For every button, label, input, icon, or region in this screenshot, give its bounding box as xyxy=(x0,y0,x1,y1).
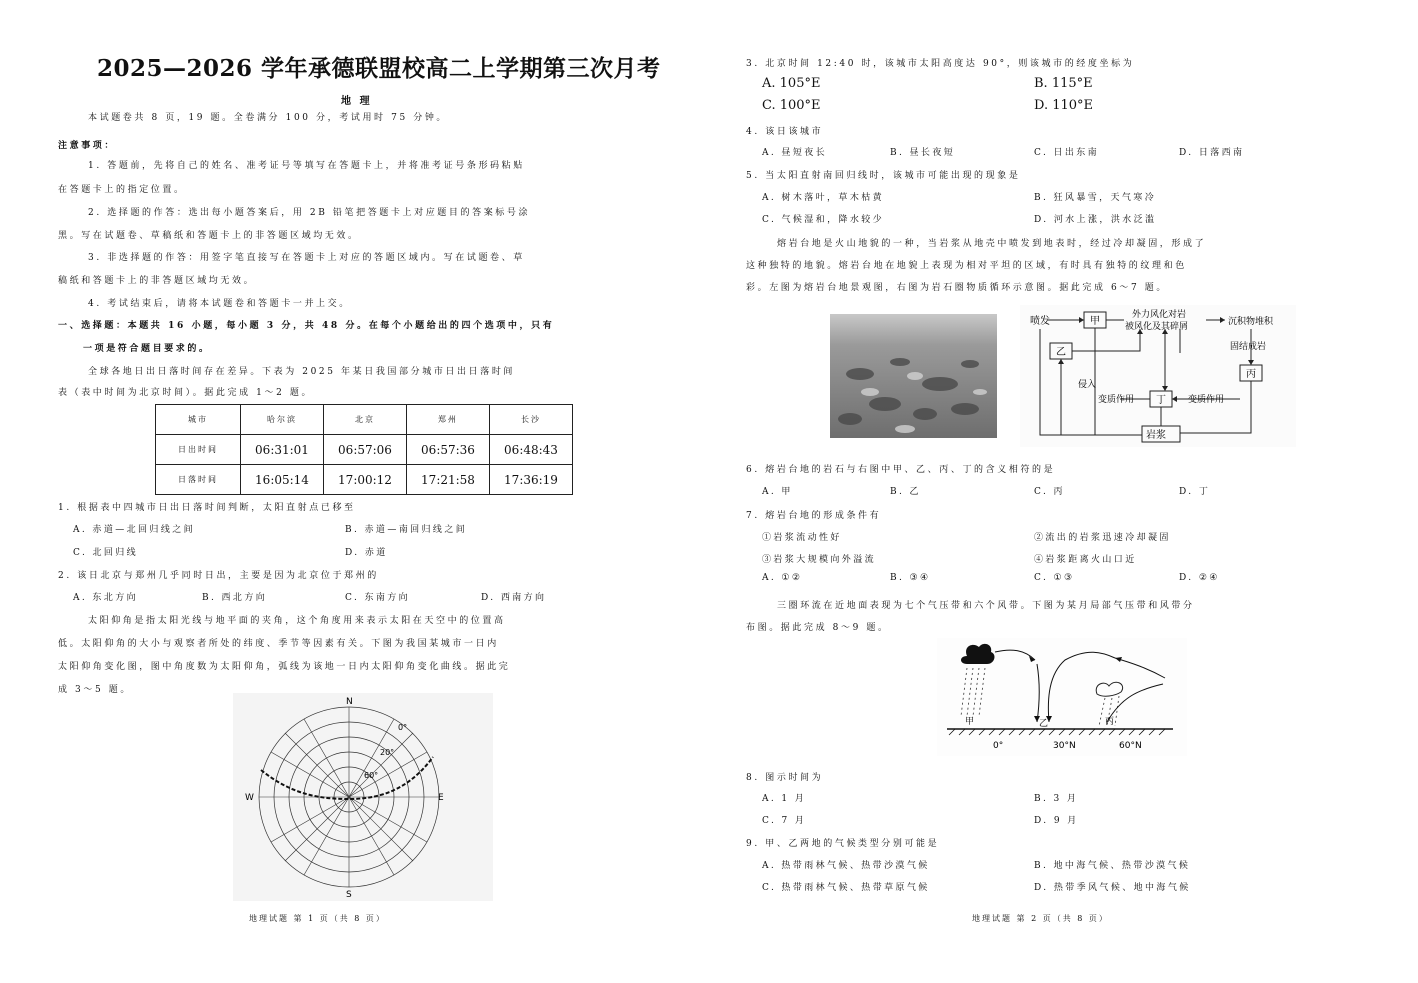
lat-0-label: 0° xyxy=(993,741,1004,751)
intro-3-5-line: 太阳仰角变化图，图中角度数为太阳仰角，弧线为该地一日内太阳仰角变化曲线。据此完 xyxy=(58,662,511,672)
angle-20-label: 20° xyxy=(380,748,395,757)
question-6-option-b[interactable]: B. 乙 xyxy=(890,487,921,497)
question-3-stem: 3. 北京时间 12:40 时，该城市太阳高度达 90°，则该城市的经度坐标为 xyxy=(746,59,1135,69)
label-jia: 甲 xyxy=(965,717,975,727)
question-7-statement-2: ②流出的岩浆迅速冷却凝固 xyxy=(1034,533,1171,543)
question-8-stem: 8. 图示时间为 xyxy=(746,773,824,783)
question-6-option-a[interactable]: A. 甲 xyxy=(762,487,793,497)
label-bing: 丙 xyxy=(1105,717,1115,727)
north-label: N xyxy=(346,697,353,707)
section-heading-cont: 一项是符合题目要求的。 xyxy=(83,344,211,354)
question-7-option-c[interactable]: C. ①③ xyxy=(1034,573,1075,583)
table-header: 哈尔滨 xyxy=(241,405,324,435)
question-2-option-a[interactable]: A. 东北方向 xyxy=(73,593,139,603)
table-cell: 06:57:06 xyxy=(324,435,407,465)
question-5-option-d[interactable]: D. 河水上涨，洪水泛滥 xyxy=(1034,215,1157,225)
table-cell: 06:31:01 xyxy=(241,435,324,465)
question-8-option-b[interactable]: B. 3 月 xyxy=(1034,794,1079,804)
question-1-option-c[interactable]: C. 北回归线 xyxy=(73,548,139,558)
notice-line: 2. 选择题的作答：选出每小题答案后，用 2B 铅笔把答题卡上对应题目的答案标号涂 xyxy=(88,208,531,218)
question-2-option-c[interactable]: C. 东南方向 xyxy=(345,593,411,603)
label-eruption: 喷发 xyxy=(1030,316,1050,327)
question-5-stem: 5. 当太阳直射南回归线时，该城市可能出现的现象是 xyxy=(746,171,1021,181)
page-2-footer: 地理试题 第 2 页（共 8 页） xyxy=(972,914,1109,923)
question-4-option-d[interactable]: D. 日落西南 xyxy=(1179,148,1245,158)
label-bing: 丙 xyxy=(1246,369,1256,380)
question-5-option-a[interactable]: A. 树木落叶，草木枯黄 xyxy=(762,193,885,203)
west-label: W xyxy=(245,793,254,803)
label-metamorphism: 变质作用 xyxy=(1098,395,1135,405)
table-cell: 日落时间 xyxy=(156,465,241,495)
table-row xyxy=(156,435,573,465)
question-6-stem: 6. 熔岩台地的岩石与右图中甲、乙、丙、丁的含义相符的是 xyxy=(746,465,1056,475)
label-weathering-2: 被风化及其碎屑 xyxy=(1125,322,1189,332)
question-3-option-c[interactable]: C. 100°E xyxy=(762,98,821,113)
intro-1-2-cont: 表（表中时间为北京时间）。据此完成 1～2 题。 xyxy=(58,388,314,398)
label-weathering: 外力风化对岩 xyxy=(1132,310,1187,320)
question-4-option-c[interactable]: C. 日出东南 xyxy=(1034,148,1100,158)
question-9-stem: 9. 甲、乙两地的气候类型分别可能是 xyxy=(746,839,940,849)
table-header-row xyxy=(156,405,573,435)
table-header: 城市 xyxy=(156,405,241,435)
exam-title: 2025—2026 学年承德联盟校高二上学期第三次月考 xyxy=(97,55,661,82)
label-jia: 甲 xyxy=(1090,316,1100,327)
intro-1-2: 全球各地日出日落时间存在差异。下表为 2025 年某日我国部分城市日出日落时间 xyxy=(88,367,516,377)
east-label: E xyxy=(438,793,444,803)
question-7-option-d[interactable]: D. ②④ xyxy=(1179,573,1220,583)
table-header: 北京 xyxy=(324,405,407,435)
question-1-stem: 1. 根据表中四城市日出日落时间判断，太阳直射点已移至 xyxy=(58,503,356,513)
notice-heading: 注意事项： xyxy=(58,141,117,151)
question-4-stem: 4. 该日该城市 xyxy=(746,127,824,137)
intro-3-5-line: 低。太阳仰角的大小与观察者所处的纬度、季节等因素有关。下图为我国某城市一日内 xyxy=(58,639,499,649)
table-row xyxy=(156,465,573,495)
table-cell: 17:21:58 xyxy=(407,465,490,495)
question-5-option-b[interactable]: B. 狂风暴雪，天气寒冷 xyxy=(1034,193,1157,203)
question-3-option-a[interactable]: A. 105°E xyxy=(762,76,821,91)
label-sediment: 沉积物堆积 xyxy=(1228,317,1274,327)
question-1-option-d[interactable]: D. 赤道 xyxy=(345,548,388,558)
question-3-option-d[interactable]: D. 110°E xyxy=(1034,98,1094,113)
question-9-option-b[interactable]: B. 地中海气候、热带沙漠气候 xyxy=(1034,861,1191,871)
lava-plateau-photo xyxy=(830,314,997,438)
sun-elevation-diagram xyxy=(233,693,493,901)
notice-line: 稿纸和答题卡上的非答题区域均无效。 xyxy=(58,276,256,286)
pressure-wind-diagram xyxy=(937,638,1187,756)
question-3-option-b[interactable]: B. 115°E xyxy=(1034,76,1093,91)
section-heading: 一、选择题：本题共 16 小题，每小题 3 分，共 48 分。在每个小题给出的四个选项中，只有 xyxy=(58,321,555,331)
question-9-option-d[interactable]: D. 热带季风气候、地中海气候 xyxy=(1034,883,1191,893)
question-4-option-b[interactable]: B. 昼长夜短 xyxy=(890,148,956,158)
label-intrusion: 侵入 xyxy=(1078,380,1097,390)
intro-8-9-line: 布图。据此完成 8～9 题。 xyxy=(746,623,890,633)
question-7-statement-4: ④岩浆距离火山口近 xyxy=(1034,555,1137,565)
notice-line: 4. 考试结束后，请将本试题卷和答题卡一并上交。 xyxy=(88,299,351,309)
intro-6-7-line: 这种独特的地貌。熔岩台地在地貌上表现为相对平坦的区域，有时具有独特的纹理和色 xyxy=(746,261,1187,271)
label-metamorphism-2: 变质作用 xyxy=(1188,395,1225,405)
question-8-option-c[interactable]: C. 7 月 xyxy=(762,816,807,826)
table-cell: 06:57:36 xyxy=(407,435,490,465)
sunrise-sunset-table xyxy=(155,404,573,495)
table-cell: 06:48:43 xyxy=(490,435,573,465)
lat-60-label: 60°N xyxy=(1119,741,1142,751)
table-cell: 日出时间 xyxy=(156,435,241,465)
question-8-option-a[interactable]: A. 1 月 xyxy=(762,794,807,804)
question-9-option-c[interactable]: C. 热带雨林气候、热带草原气候 xyxy=(762,883,930,893)
lat-30-label: 30°N xyxy=(1053,741,1076,751)
question-7-statement-1: ①岩浆流动性好 xyxy=(762,533,842,543)
question-5-option-c[interactable]: C. 气候湿和，降水较少 xyxy=(762,215,885,225)
question-1-option-a[interactable]: A. 赤道—北回归线之间 xyxy=(73,525,196,535)
page-1-footer: 地理试题 第 1 页（共 8 页） xyxy=(249,914,386,923)
label-yi: 乙 xyxy=(1039,719,1049,729)
rock-cycle-diagram xyxy=(1020,305,1296,447)
intro-8-9: 三圈环流在近地面表现为七个气压带和六个风带。下图为某月局部气压带和风带分 xyxy=(777,601,1195,611)
angle-60-label: 60° xyxy=(364,771,379,780)
table-header: 郑州 xyxy=(407,405,490,435)
table-cell: 17:36:19 xyxy=(490,465,573,495)
azimuth-lines xyxy=(259,707,439,887)
table-cell: 16:05:14 xyxy=(241,465,324,495)
south-label: S xyxy=(346,890,352,900)
question-7-option-a[interactable]: A. ①② xyxy=(762,573,803,583)
question-6-option-c[interactable]: C. 丙 xyxy=(1034,487,1065,497)
subject-label: 地 理 xyxy=(341,96,373,107)
label-magma: 岩浆 xyxy=(1146,430,1166,441)
page-2 xyxy=(709,0,1418,983)
notice-line: 1. 答题前，先将自己的姓名、准考证号等填写在答题卡上，并将准考证号条形码粘贴 xyxy=(88,161,525,171)
label-yi: 乙 xyxy=(1056,347,1066,358)
notice-line: 在答题卡上的指定位置。 xyxy=(58,185,186,195)
question-2-option-d[interactable]: D. 西南方向 xyxy=(481,593,547,603)
notice-line: 3. 非选择题的作答：用签字笔直接写在答题卡上对应的答题区域内。写在试题卷、草 xyxy=(88,253,525,263)
question-1-option-b[interactable]: B. 赤道—南回归线之间 xyxy=(345,525,468,535)
intro-6-7: 熔岩台地是火山地貌的一种，当岩浆从地壳中喷发到地表时，经过冷却凝固，形成了 xyxy=(777,239,1207,249)
table-header: 长沙 xyxy=(490,405,573,435)
question-2-option-b[interactable]: B. 西北方向 xyxy=(202,593,268,603)
exam-info: 本试题卷共 8 页，19 题。全卷满分 100 分，考试用时 75 分钟。 xyxy=(88,113,449,123)
label-consolidation: 固结成岩 xyxy=(1230,342,1267,352)
question-9-option-a[interactable]: A. 热带雨林气候、热带沙漠气候 xyxy=(762,861,930,871)
intro-6-7-line: 彩。左图为熔岩台地景观图，右图为岩石圈物质循环示意图。据此完成 6～7 题。 xyxy=(746,283,1168,293)
question-8-option-d[interactable]: D. 9 月 xyxy=(1034,816,1079,826)
question-7-option-b[interactable]: B. ③④ xyxy=(890,573,931,583)
intro-3-5: 太阳仰角是指太阳光线与地平面的夹角，这个角度用来表示太阳在天空中的位置高 xyxy=(88,616,506,626)
angle-0-label: 0° xyxy=(398,723,408,732)
question-4-option-a[interactable]: A. 昼短夜长 xyxy=(762,148,828,158)
notice-line: 黑。写在试题卷、草稿纸和答题卡上的非答题区域均无效。 xyxy=(58,231,360,241)
question-2-stem: 2. 该日北京与郑州几乎同时日出，主要是因为北京位于郑州的 xyxy=(58,571,379,581)
table-cell: 17:00:12 xyxy=(324,465,407,495)
question-7-stem: 7. 熔岩台地的形成条件有 xyxy=(746,511,882,521)
intro-3-5-line: 成 3～5 题。 xyxy=(58,685,132,695)
question-6-option-d[interactable]: D. 丁 xyxy=(1179,487,1211,497)
question-7-statement-3: ③岩浆大规模向外溢流 xyxy=(762,555,877,565)
label-ding: 丁 xyxy=(1156,395,1166,406)
